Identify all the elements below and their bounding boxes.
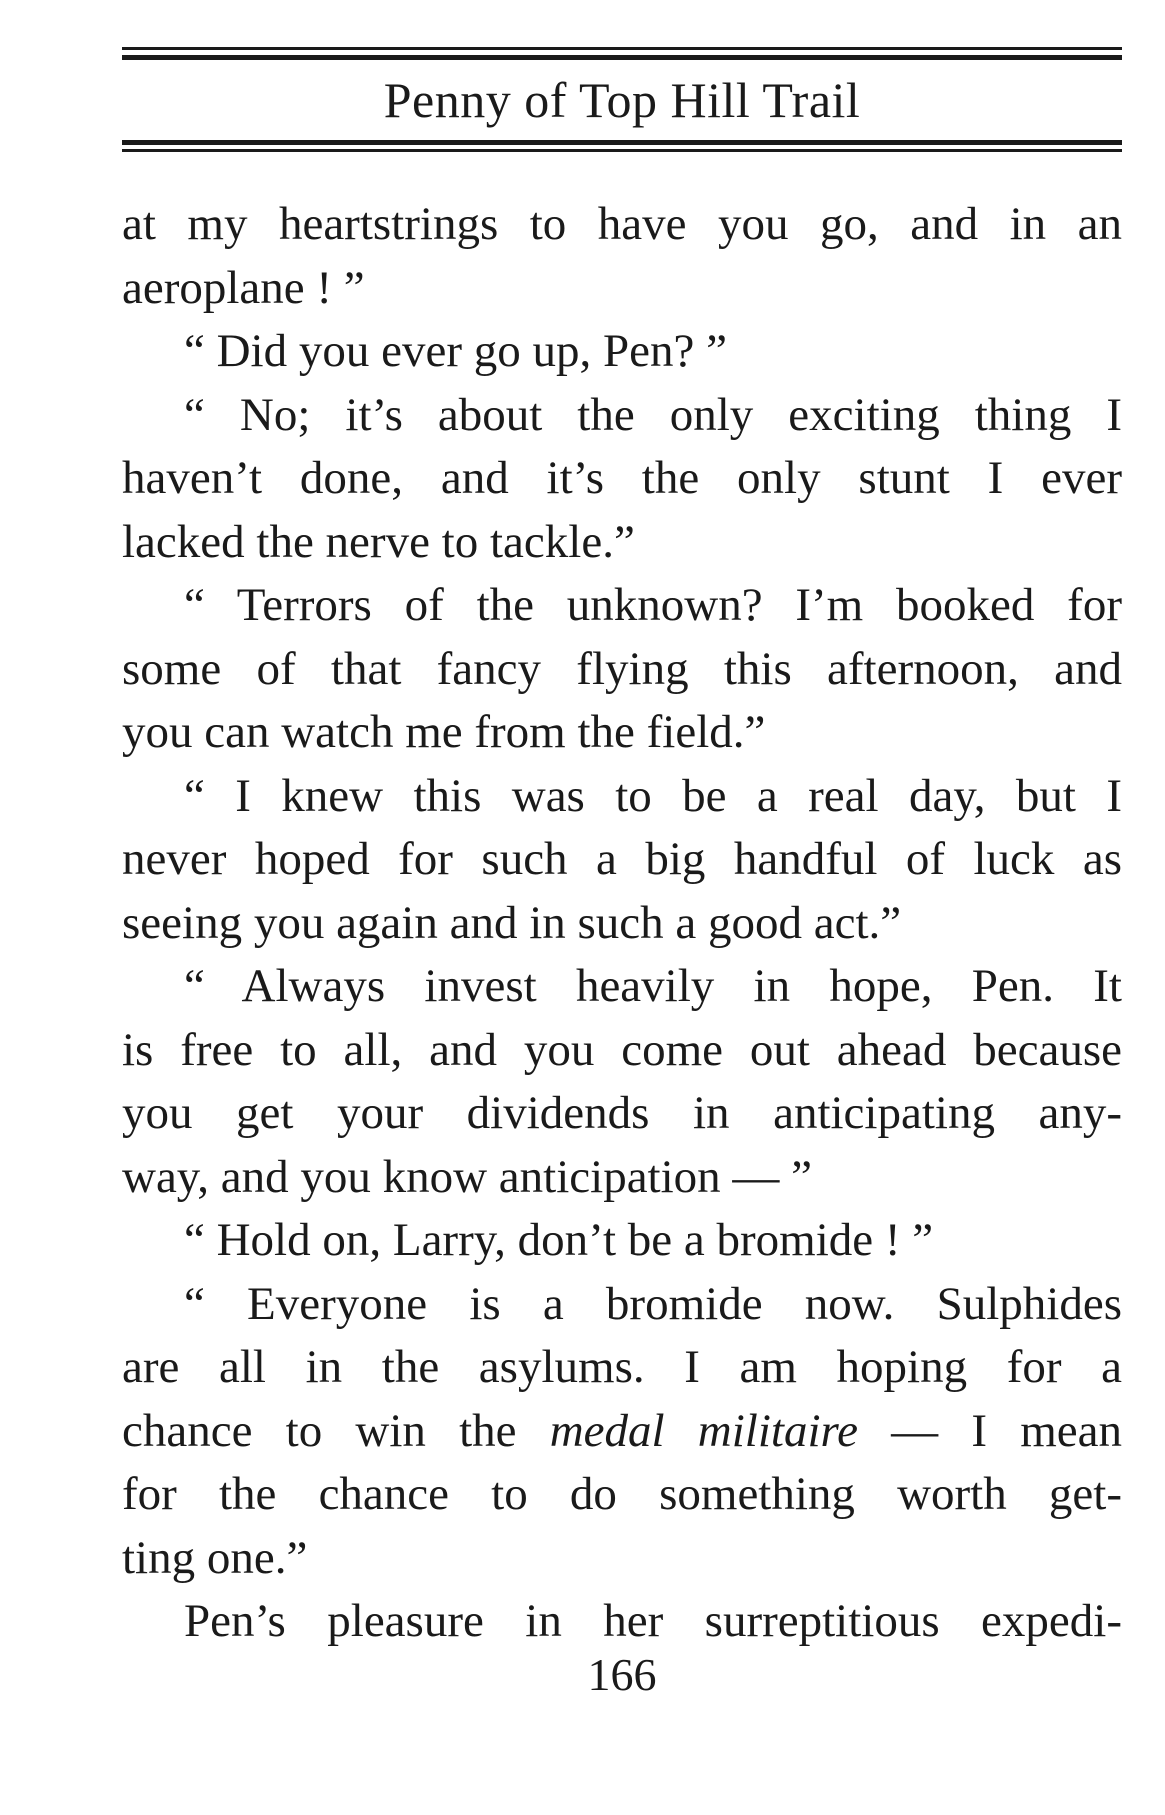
text-line: lacked the nerve to tackle.”: [122, 515, 635, 568]
text-segment: chance to win the: [122, 1404, 550, 1457]
text-line: are all in the asylums. I am hoping for a: [122, 1341, 1122, 1393]
text-line: ting one.”: [122, 1531, 308, 1584]
header-rule-top-thick: [122, 55, 1122, 60]
italic-phrase: medal militaire: [549, 1404, 858, 1457]
text-line: “ Hold on, Larry, don’t be a bromide ! ”: [184, 1214, 934, 1266]
text-line: for the chance to do something worth get-: [122, 1468, 1122, 1520]
text-line: aeroplane ! ”: [122, 261, 365, 314]
text-line: never hoped for such a big handful of luck as: [122, 833, 1122, 885]
text-line: [122, 1400, 1122, 1464]
header-rule-bottom: [122, 149, 1122, 152]
text-line: seeing you again and in such a good act.”: [122, 896, 902, 949]
text-line: you can watch me from the field.”: [122, 706, 766, 758]
page-number: 166: [587, 1649, 657, 1700]
text-line: “ Always invest heavily in hope, Pen. It: [184, 960, 1122, 1012]
body-text: [122, 193, 1122, 1654]
text-line: “ Everyone is a bromide now. Sulphides: [184, 1277, 1122, 1330]
header-rule-top: [122, 47, 1122, 50]
text-line: “ Terrors of the unknown? I’m booked for: [184, 579, 1122, 631]
text-line: you get your dividends in anticipating any-: [122, 1087, 1122, 1139]
text-line: at my heartstrings to have you go, and in an: [122, 198, 1122, 250]
text-line: Pen’s pleasure in her surreptitious expedi-: [184, 1595, 1122, 1647]
header-rule-bottom-thick: [122, 140, 1122, 145]
text-line: is free to all, and you come out ahead because: [122, 1023, 1122, 1076]
text-segment: — I mean: [857, 1404, 1122, 1457]
text-line: “ Did you ever go up, Pen? ”: [184, 325, 727, 377]
text-line: way, and you know anticipation — ”: [122, 1150, 813, 1203]
running-head: Penny of Top Hill Trail: [383, 72, 861, 128]
text-line: “ No; it’s about the only exciting thing I: [184, 388, 1122, 441]
text-line: some of that fancy flying this afternoon, and: [122, 642, 1122, 695]
text-line: haven’t done, and it’s the only stunt I ever: [122, 452, 1122, 504]
text-line: “ I knew this was to be a real day, but I: [184, 769, 1122, 822]
